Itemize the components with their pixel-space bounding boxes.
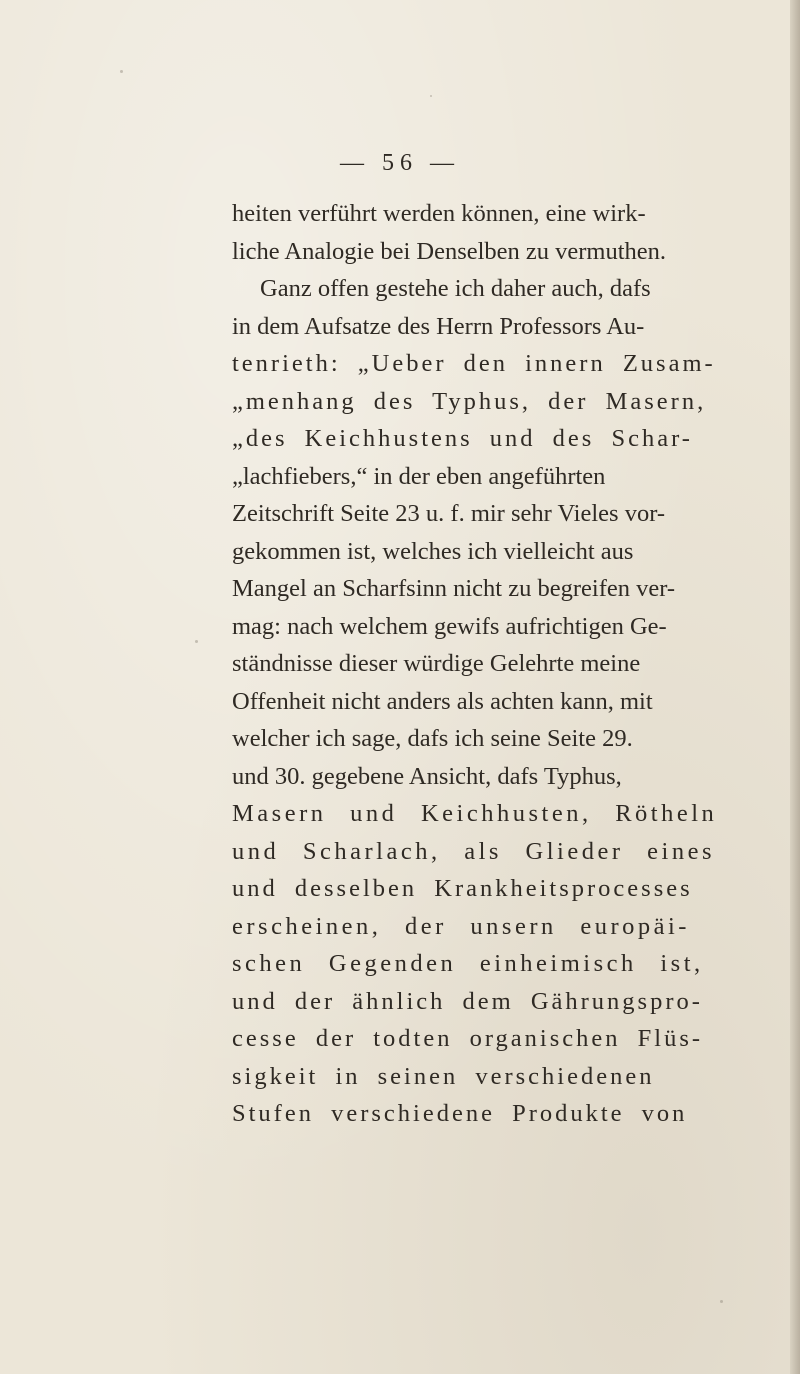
text-line: Stufen verschiedene Produkte von [232,1100,688,1127]
text-line: Masern und Keichhusten, Rötheln [232,800,718,827]
text-line: und 30. gegebene Ansicht, dafs Typhus, [232,762,622,790]
text-line: Mangel an Scharfsinn nicht zu begreifen ver- [232,575,676,602]
text-line: Offenheit nicht anders als achten kann, mit [232,687,653,715]
text-line: erscheinen, der unsern europäi- [232,912,690,940]
text-line: Zeitschrift Seite 23 u. f. mir sehr Vieles vor- [232,500,666,527]
text-line: in dem Aufsatze des Herrn Professors Au- [232,312,645,340]
text-line: und der ähnlich dem Gährungspro- [232,987,703,1015]
text-line: und desselben Krankheitsprocesses [232,875,693,902]
page-number: — 56 — [340,150,460,176]
text-line: tenrieth: „Ueber den innern Zusam- [232,350,716,377]
text-line: gekommen ist, welches ich vielleicht aus [232,537,634,565]
text-line: „lachfiebers,“ in der eben angeführten [232,462,606,490]
paper-speck [430,95,432,97]
paper-speck [195,640,198,643]
text-line: mag: nach welchem gewifs aufrichtigen Ge- [232,612,667,640]
text-line: „menhang des Typhus, der Masern, [232,387,707,415]
text-line: sigkeit in seinen verschiedenen [232,1062,655,1090]
text-line: liche Analogie bei Denselben zu vermuthen. [232,237,667,265]
text-line: cesse der todten organischen Flüs- [232,1025,704,1052]
paper-speck [720,1300,723,1303]
page-edge [790,0,800,1374]
text-line: Ganz offen gestehe ich daher auch, dafs [260,275,651,302]
paper-speck [120,70,123,73]
text-line: heiten verführt werden können, eine wirk- [232,200,646,227]
body-text [232,195,752,1133]
text-line: welcher ich sage, dafs ich seine Seite 29. [232,725,633,752]
text-line: und Scharlach, als Glieder eines [232,837,715,865]
text-line: ständnisse dieser würdige Gelehrte meine [232,650,641,677]
text-line: „des Keichhustens und des Schar- [232,425,693,452]
text-line: schen Gegenden einheimisch ist, [232,950,704,977]
